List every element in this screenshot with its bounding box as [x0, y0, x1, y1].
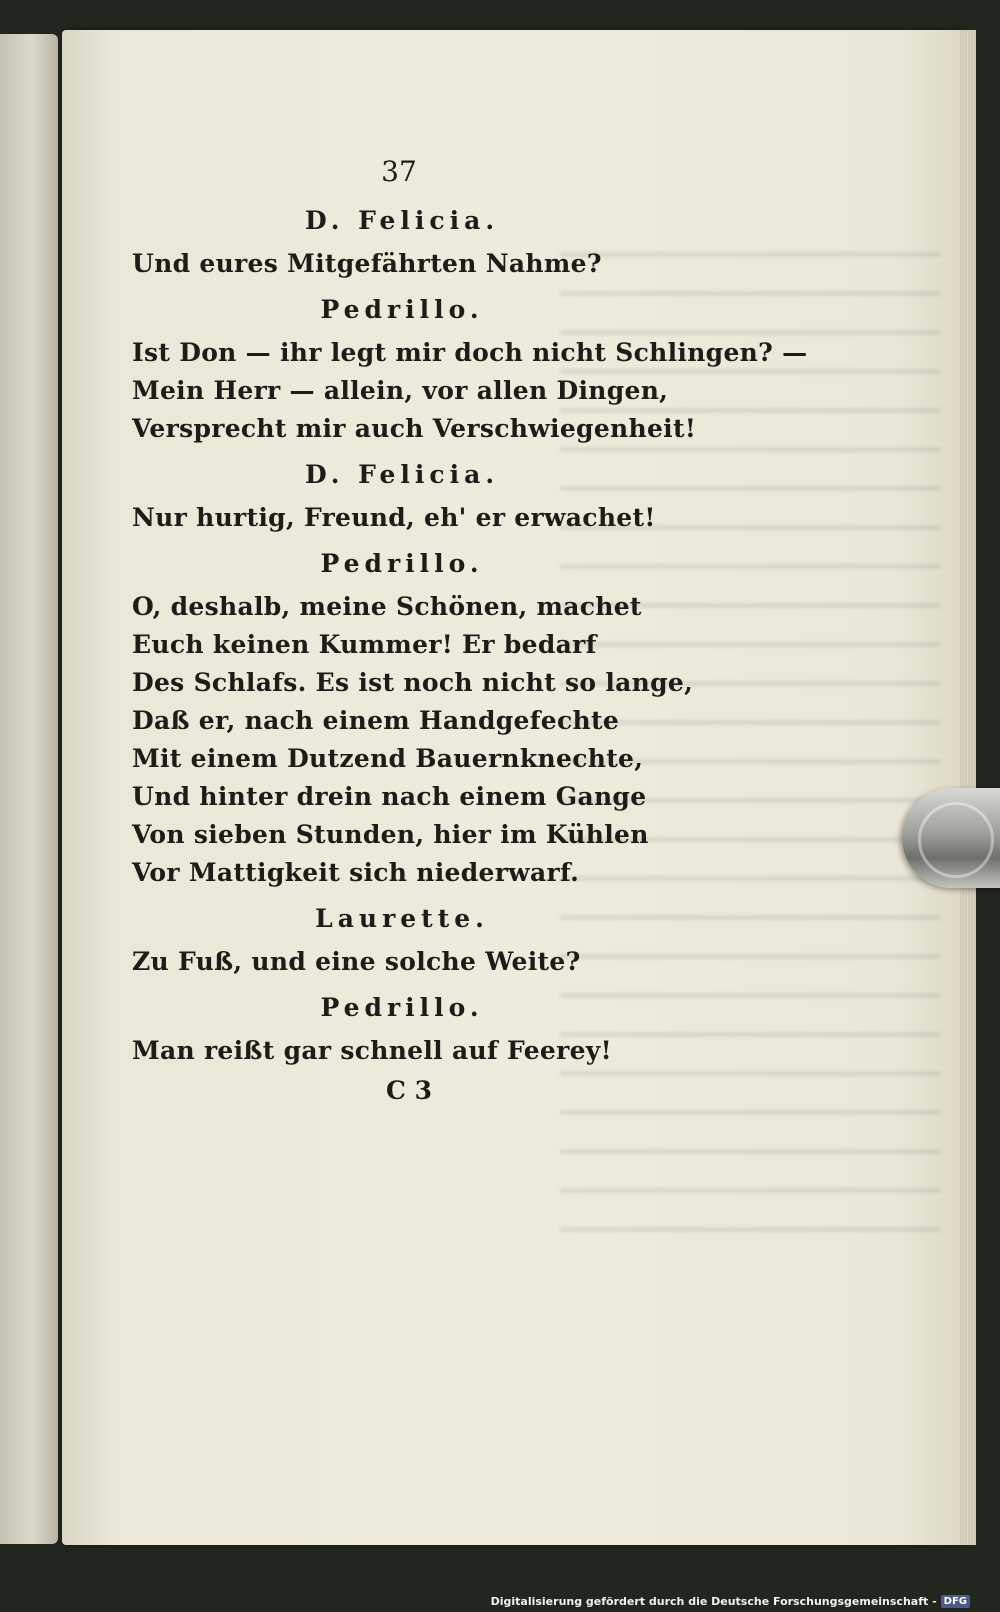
page-number: 37 [381, 155, 417, 188]
verse-line: Zu Fuß, und eine solche Weite? [132, 947, 581, 976]
digitization-credit [491, 1595, 970, 1608]
speaker-name: D. Felicia. [304, 460, 500, 489]
verse-line: Und hinter drein nach einem Gange [132, 782, 647, 811]
verse-line: Und eures Mitgefährten Nahme? [132, 249, 602, 278]
verse-line: O, deshalb, meine Schönen, machet [132, 592, 642, 621]
dialogue-block [132, 993, 692, 1070]
dialogue-block [132, 460, 692, 537]
dfg-logo: DFG [941, 1595, 970, 1608]
signature-mark: C 3 [386, 1076, 432, 1105]
speaker-name: Pedrillo. [320, 295, 484, 324]
speaker-name: Pedrillo. [320, 549, 484, 578]
speaker-name: D. Felicia. [304, 206, 500, 235]
credit-text: Digitalisierung gefördert durch die Deutsche Forschungsgemeinschaft - [490, 1595, 937, 1608]
dialogue-block [132, 295, 808, 448]
verse-line: Des Schlafs. Es ist noch nicht so lange, [132, 668, 694, 697]
verse-line: Euch keinen Kummer! Er bedarf [132, 630, 597, 659]
speaker-name: Laurette. [315, 904, 489, 933]
verse-line: Daß er, nach einem Handgefechte [132, 706, 620, 735]
verse-line: Mein Herr — allein, vor allen Dingen, [132, 376, 669, 405]
verse-line: Nur hurtig, Freund, eh' er erwachet! [132, 503, 656, 532]
page-text [132, 155, 808, 1105]
dialogue-block [132, 904, 692, 981]
verse-line: Versprecht mir auch Verschwiegenheit! [132, 414, 697, 443]
left-page-edge [0, 34, 58, 1544]
speaker-name: Pedrillo. [320, 993, 484, 1022]
verse-line: Ist Don — ihr legt mir doch nicht Schlingen? — [132, 338, 808, 367]
verse-line: Von sieben Stunden, hier im Kühlen [132, 820, 649, 849]
dialogue-block [132, 206, 692, 283]
page-clip [902, 788, 1000, 888]
verse-line: Man reißt gar schnell auf Feerey! [132, 1036, 612, 1065]
verse-line: Vor Mattigkeit sich niederwarf. [132, 858, 580, 887]
dialogue-block [132, 549, 692, 892]
verse-line: Mit einem Dutzend Bauernknechte, [132, 744, 644, 773]
